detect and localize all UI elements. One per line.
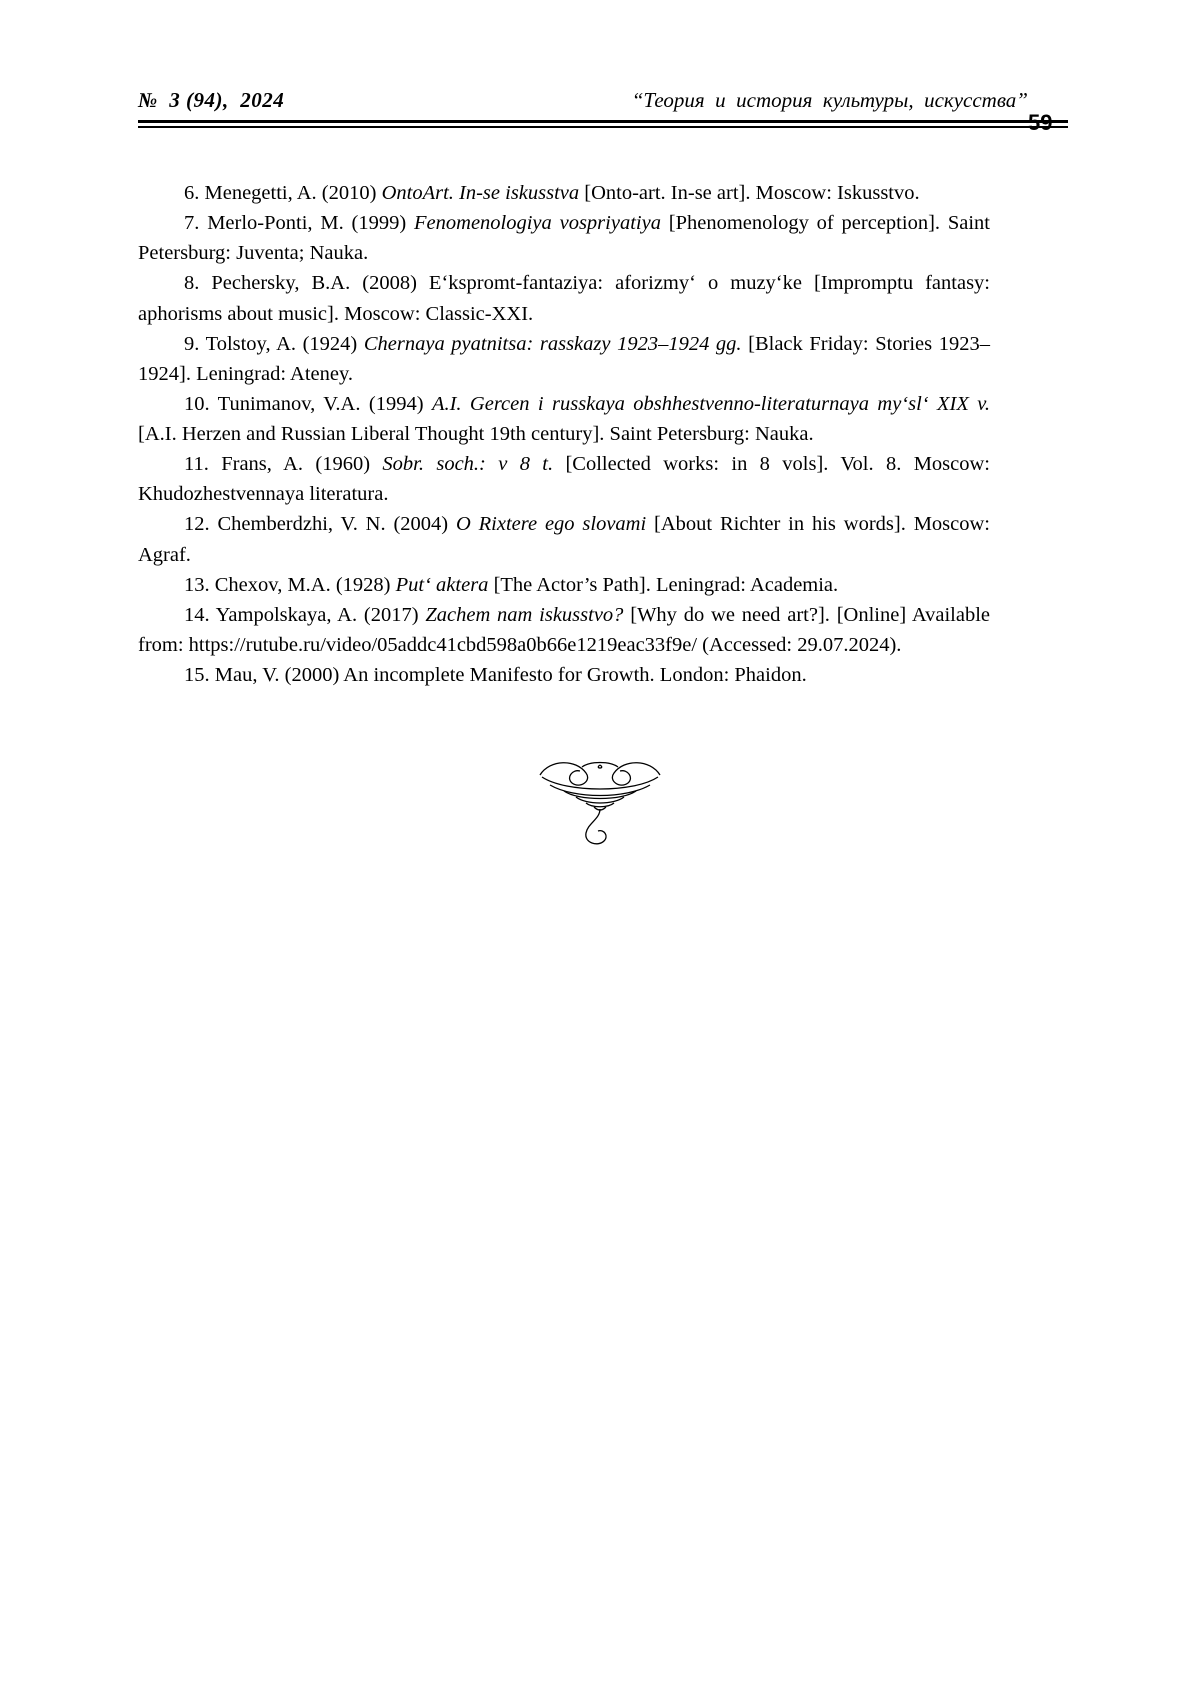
running-section-title: “Теория и история культуры, искусства” [631,88,1028,112]
reference-entry [138,600,990,660]
reference-text: [The Actor’s Path]. Leningrad: Academia. [488,573,839,596]
reference-entry [138,389,990,449]
reference-text: 9. Tolstoy, A. (1924) [184,332,364,355]
reference-text: 14. Yampolskaya, A. (2017) [184,603,426,626]
reference-entry [138,208,990,268]
page-header [138,88,1068,113]
reference-text: 13. Chexov, M.A. (1928) [184,573,396,596]
reference-text: [Black Friday: Stories 1923–1924]. Leningrad: Ateney. [138,332,990,385]
reference-entry [138,509,990,569]
reference-title-italic: Sobr. soch.: v 8 t. [382,453,554,476]
reference-entry [138,570,990,600]
reference-entry [138,449,990,509]
header-rule-thin [138,126,1068,128]
issue-number: № 3 (94), 2024 [138,88,285,112]
reference-list [138,178,990,690]
reference-title-italic: A.I. Gercen i russkaya obshhestvenno-literaturnaya my‘sl‘ XIX v. [431,392,990,415]
reference-title-italic: O Rixtere ego slovami [456,513,647,536]
reference-text: 6. Menegetti, A. (2010) [184,182,382,204]
header-row [138,88,1068,113]
reference-text: [Collected works: in 8 vols]. Vol. 8. Moscow: Khudozhestvennaya literatura. [138,453,991,506]
reference-title-italic: OntoArt. In-se iskusstva [381,182,580,204]
reference-text: 10. Tunimanov, V.A. (1994) [184,392,432,415]
reference-entry [138,660,990,690]
reference-text: [Why do we need art?]. [Online] Available from: https://rutube.ru/video/05addc41cbd598a0b66e1219eac33f9e/ (Accessed: 29.07.2024). [138,603,991,656]
reference-title-italic: Chernaya pyatnitsa: rasskazy 1923–1924 gg. [363,332,742,355]
ornament-svg [520,745,680,855]
reference-title-italic: Zachem nam iskusstvo? [425,603,624,626]
reference-title-italic: Fenomenologiya vospriyatiya [414,212,661,235]
reference-title-italic: Put‘ aktera [395,573,489,596]
header-divider [138,120,1068,128]
reference-text: [Phenomenology of perception]. Saint Petersburg: Juventa; Nauka. [138,212,990,265]
reference-text: [A.I. Herzen and Russian Liberal Thought 19th century]. Saint Petersburg: Nauka. [138,423,814,445]
reference-text: 7. Merlo-Ponti, M. (1999) [184,212,415,235]
reference-entry [138,268,990,328]
reference-text: 12. Chemberdzhi, V. N. (2004) [184,513,456,536]
calligraphic-flourish-ornament [0,745,1200,860]
reference-entry [138,329,990,389]
reference-text: 8. Pechersky, B.A. (2008) E‘kspromt-fantaziya: aforizmy‘ o muzy‘ke [Impromptu fantasy: aphorisms about music]. Moscow: Classic-XXI. [138,272,990,325]
page-number: 59 [1028,110,1053,135]
reference-text: [Onto-art. In-se art]. Moscow: Iskusstvo. [579,182,920,204]
reference-text: 15. Mau, V. (2000) An incomplete Manifesto for Growth. London: Phaidon. [184,664,807,686]
reference-text: [About Richter in his words]. Moscow: Agraf. [138,513,990,566]
reference-text: 11. Frans, A. (1960) [184,453,383,476]
reference-entry [138,178,990,208]
